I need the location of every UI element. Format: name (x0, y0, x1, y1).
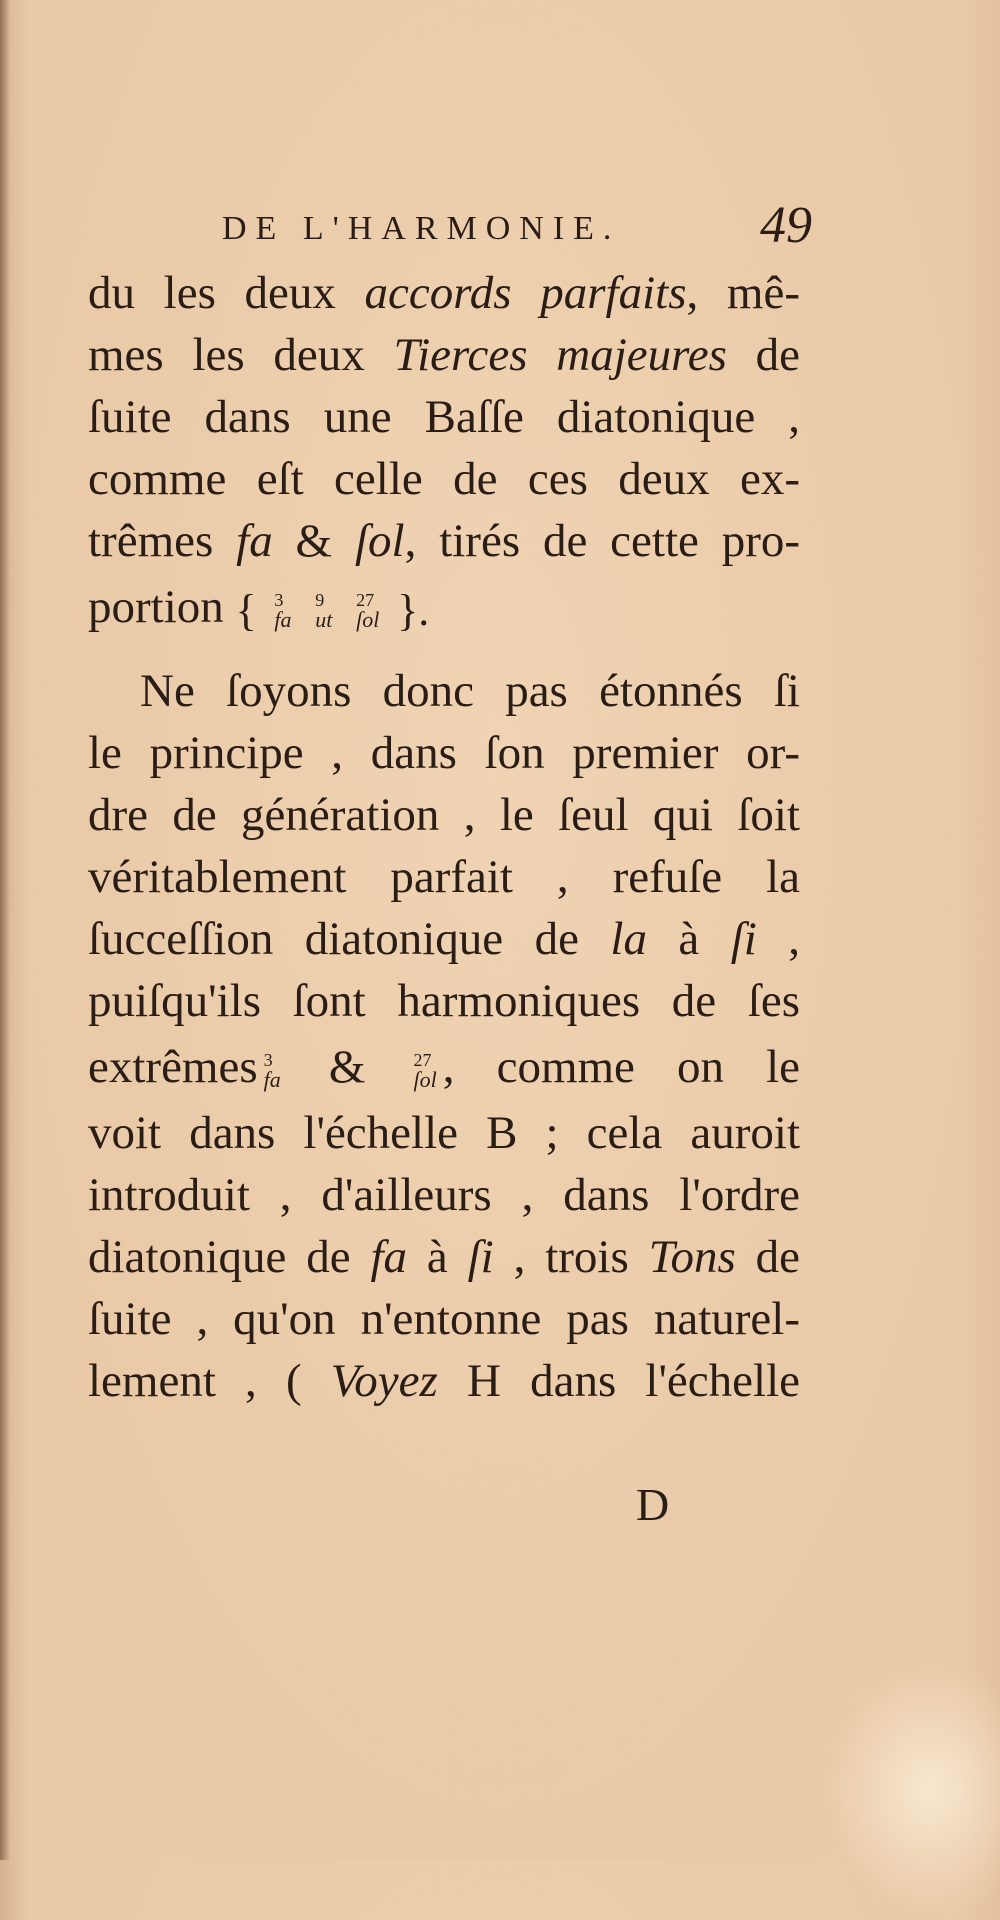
fraction-term: 3 fa (263, 1050, 281, 1093)
text-line: trêmes fa & ſol, tirés de cette pro- (88, 515, 801, 567)
text-line: le principe , dans ſon premier or- (88, 727, 800, 779)
text-line: puiſqu'ils ſont harmoniques de ſes (88, 975, 800, 1027)
fraction-term: 27 ſol (413, 1050, 437, 1093)
extremes-line: extrêmes 3 fa & 27 ſol , comme on le (88, 1041, 801, 1093)
text-line: Ne ſoyons donc pas étonnés ſi (140, 665, 800, 717)
fraction-term: 27 ſol (356, 590, 380, 633)
text-line: ſuite , qu'on n'entonne pas naturel- (88, 1293, 800, 1345)
text-line: comme eſt celle de ces deux ex- (88, 453, 800, 505)
text-line: voit dans l'échelle B ; cela auroit (88, 1107, 800, 1159)
page-header (222, 196, 812, 266)
proportion-word: portion (88, 581, 224, 633)
text-line: du les deux accords parfaits, mê- (88, 267, 800, 319)
fraction-term: 3 fa (274, 590, 292, 633)
text-line: diatonique de fa à ſi , trois Tons de (88, 1231, 800, 1283)
text-line: ſucceſſion diatonique de la à ſi , (88, 913, 800, 965)
proportion-line (88, 572, 800, 642)
running-title: DE L'HARMONIE. (222, 210, 621, 247)
open-brace: { (235, 586, 257, 636)
page-number: 49 (760, 197, 812, 254)
body-text (88, 262, 800, 1412)
signature-mark: D (636, 1479, 670, 1530)
text-line: lement , ( Voyez H dans l'échelle (88, 1355, 800, 1407)
text-line: ſuite dans une Baſſe diatonique , (88, 391, 800, 443)
close-brace: }. (397, 586, 430, 636)
text-line: mes les deux Tierces majeures de (88, 329, 800, 381)
text-line: dre de génération , le ſeul qui ſoit (88, 789, 800, 841)
text-line: introduit , d'ailleurs , dans l'ordre (88, 1169, 800, 1221)
fraction-term: 9 ut (315, 590, 333, 633)
text-line: véritablement parfait , refuſe la (88, 851, 800, 903)
